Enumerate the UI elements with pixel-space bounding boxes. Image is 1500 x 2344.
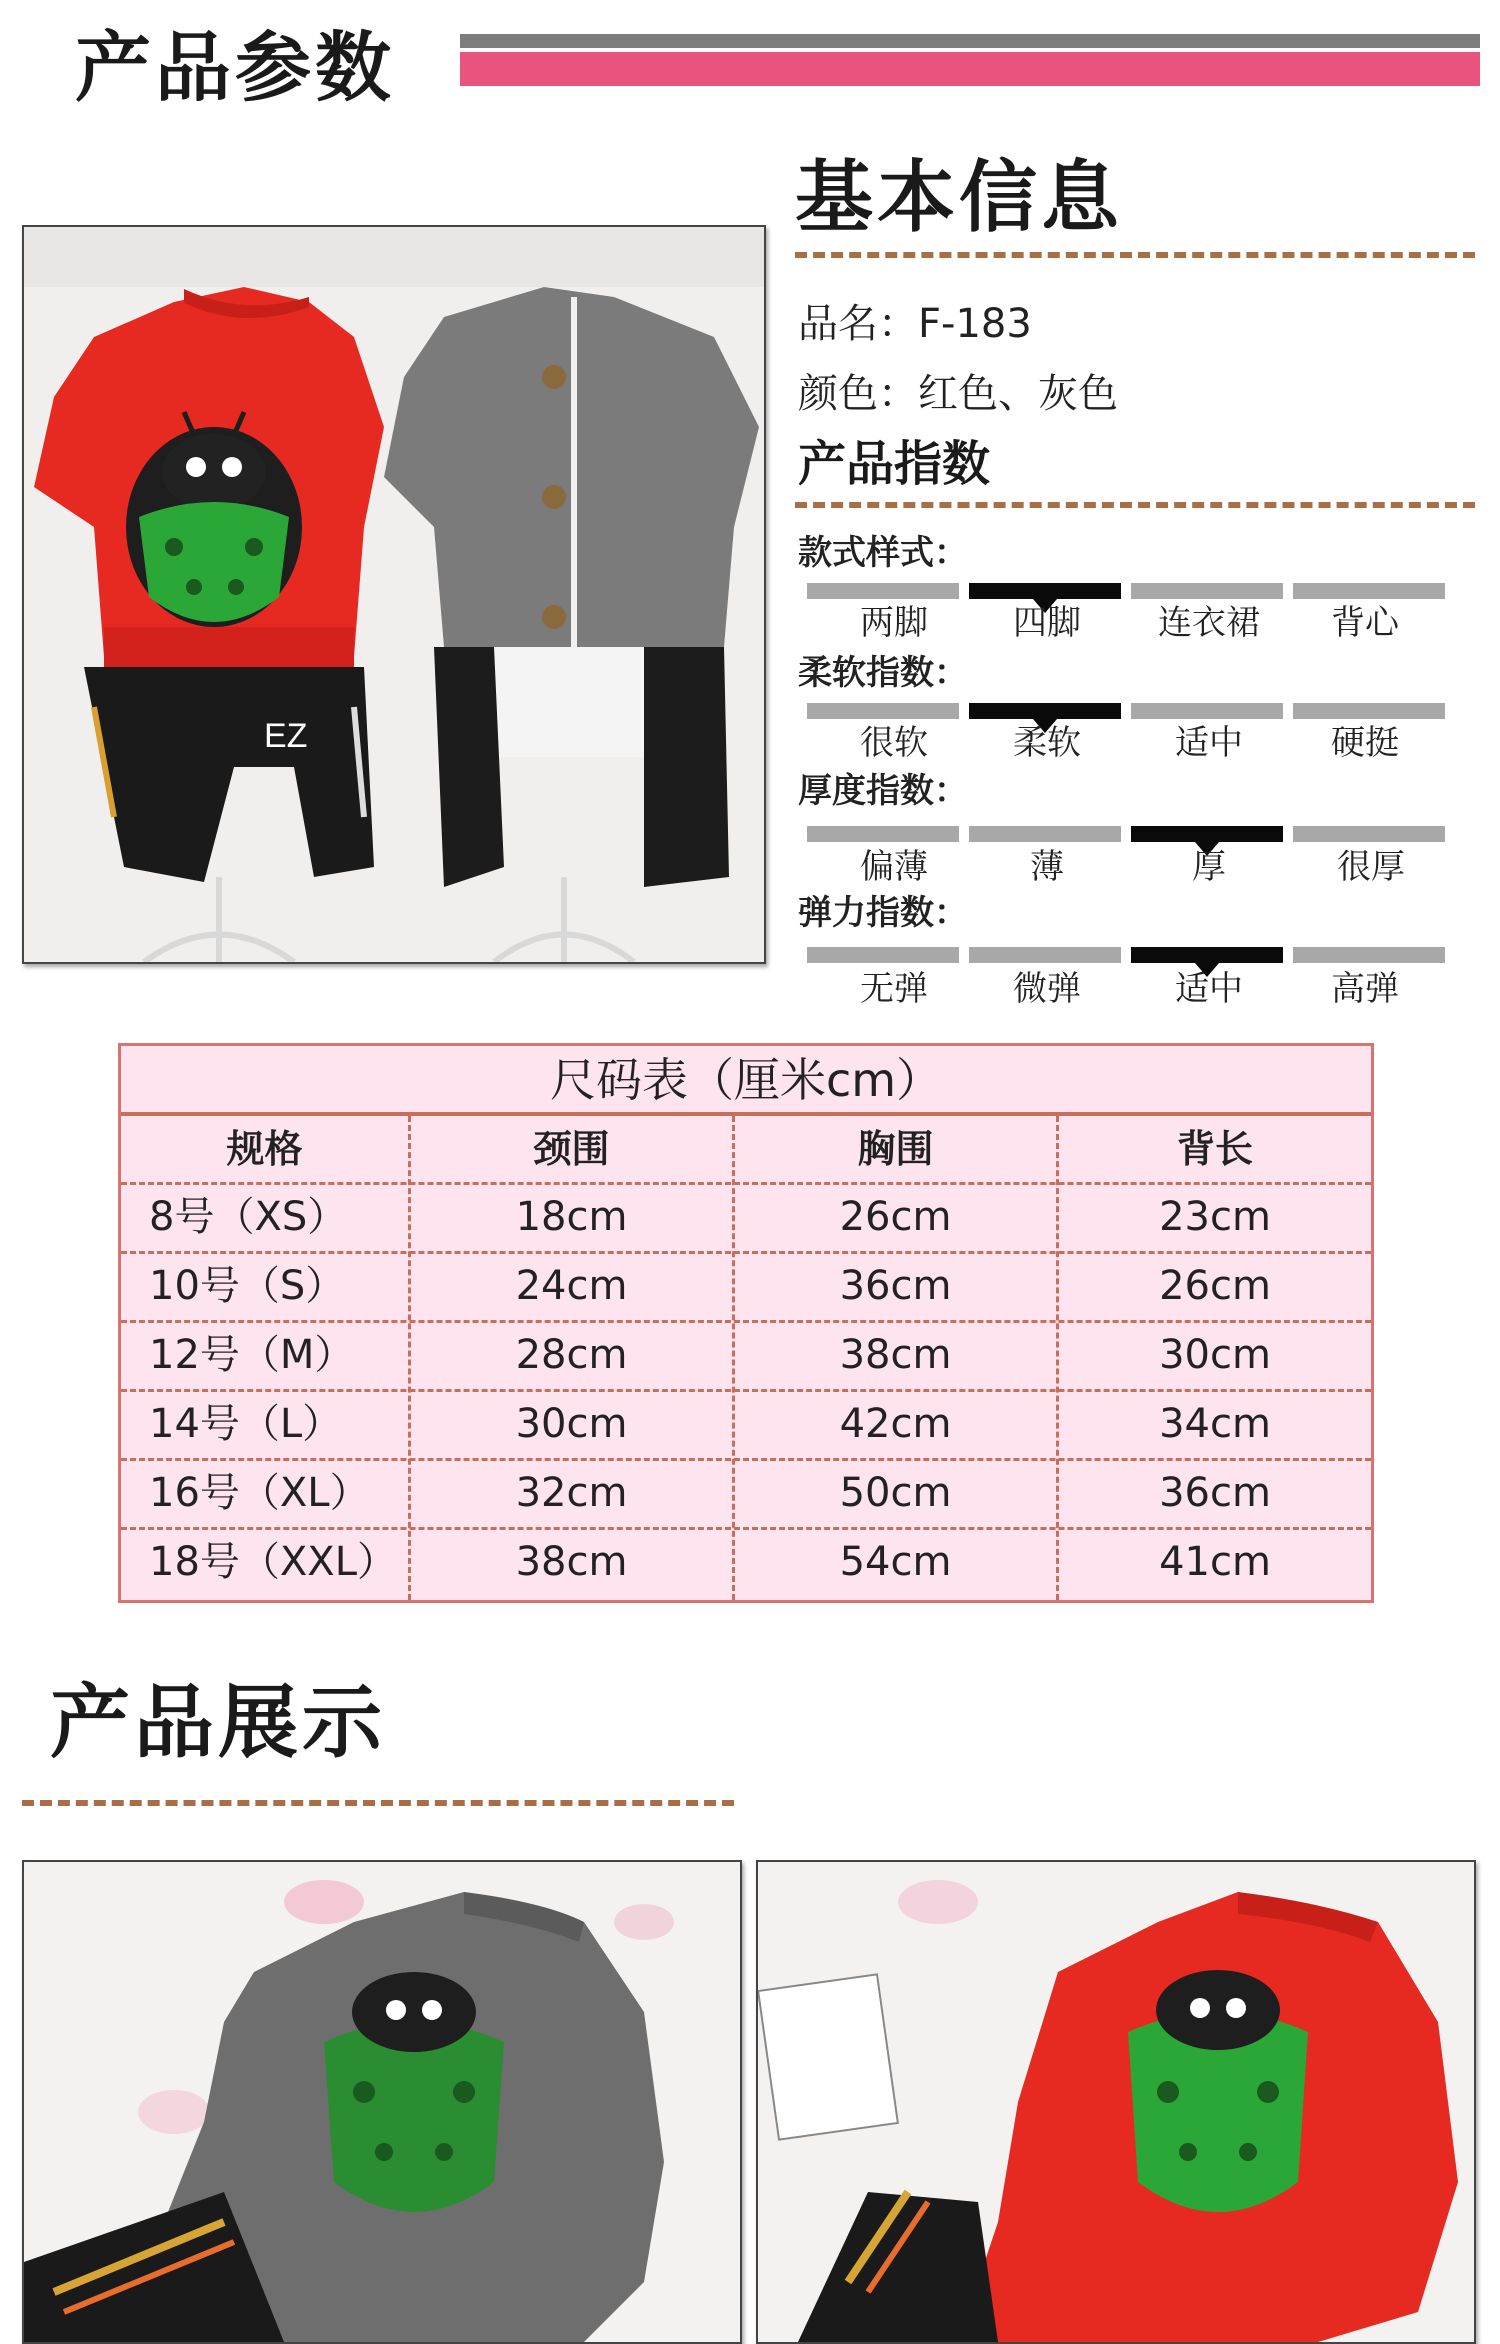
softness-index-label: 柔软指数： [798, 653, 968, 693]
thickness-index-label: 厚度指数： [798, 771, 968, 811]
neck-cell: 24cm [515, 1263, 628, 1309]
elasticity-index-bar-2 [969, 947, 1121, 963]
style-index-bar-2-selected [969, 583, 1121, 599]
size-spec-cell: 14号（L） [149, 1401, 343, 1447]
size-table-header: 胸围 [857, 1127, 934, 1171]
style-option: 背心 [1331, 603, 1399, 643]
product-photo-grey [22, 1860, 742, 2344]
softness-index-bar-2-selected [969, 703, 1121, 719]
style-index-label: 款式样式： [798, 533, 968, 573]
softness-option-selected: 柔软 [1013, 723, 1081, 763]
back-length-cell: 36cm [1159, 1470, 1271, 1516]
style-index-bar-1 [807, 583, 959, 599]
size-spec-cell: 16号（XL） [149, 1470, 370, 1516]
elasticity-option: 无弹 [860, 969, 928, 1009]
chest-cell: 26cm [839, 1194, 952, 1240]
size-table-header: 规格 [226, 1127, 303, 1171]
back-length-cell: 23cm [1159, 1194, 1271, 1240]
chest-cell: 42cm [839, 1401, 952, 1447]
size-table [118, 1043, 1374, 1603]
elasticity-index-bar-3-selected [1131, 947, 1283, 963]
thickness-index-bar-1 [807, 826, 959, 842]
page-title: 产品参数 [75, 23, 395, 112]
softness-option: 硬挺 [1331, 723, 1399, 763]
softness-index-bar-3 [1131, 703, 1283, 719]
neck-cell: 18cm [515, 1194, 628, 1240]
size-spec-cell: 8号（XS） [149, 1194, 348, 1240]
style-option: 连衣裙 [1158, 603, 1260, 643]
header-pink-stripe [460, 52, 1480, 86]
size-table-header: 背长 [1176, 1127, 1253, 1171]
header-grey-stripe [460, 34, 1480, 48]
product-display-title: 产品展示 [50, 1676, 386, 1769]
chest-cell: 38cm [839, 1332, 952, 1378]
softness-index-bar-4 [1293, 703, 1445, 719]
elasticity-option: 微弹 [1013, 969, 1081, 1009]
elasticity-index-label: 弹力指数： [798, 893, 968, 933]
style-option: 两脚 [860, 603, 928, 643]
svg-text:EZ: EZ [264, 717, 308, 755]
dashed-divider [795, 252, 1475, 258]
softness-index-bar-1 [807, 703, 959, 719]
product-color: 颜色：红色、灰色 [798, 371, 1118, 417]
thickness-index-bar-2 [969, 826, 1121, 842]
style-index-bar-3 [1131, 583, 1283, 599]
thickness-index-bar-4 [1293, 826, 1445, 842]
back-length-cell: 41cm [1159, 1539, 1271, 1585]
neck-cell: 28cm [515, 1332, 628, 1378]
back-length-cell: 30cm [1159, 1332, 1271, 1378]
grey-sweater-illustration [24, 1862, 740, 2342]
product-name: 品名：F-183 [798, 301, 1032, 347]
chest-cell: 36cm [839, 1263, 952, 1309]
product-main-photo [22, 225, 766, 964]
softness-option: 很软 [860, 723, 928, 763]
size-spec-cell: 18号（XXL） [149, 1539, 397, 1585]
thickness-option: 薄 [1030, 847, 1064, 887]
dashed-divider [22, 1800, 734, 1806]
size-spec-cell: 12号（M） [149, 1332, 355, 1378]
back-length-cell: 34cm [1159, 1401, 1271, 1447]
neck-cell: 38cm [515, 1539, 628, 1585]
thickness-index-bar-3-selected [1131, 826, 1283, 842]
product-index-title: 产品指数 [798, 436, 991, 492]
style-option-selected: 四脚 [1013, 603, 1081, 643]
softness-option: 适中 [1175, 723, 1243, 763]
neck-cell: 32cm [515, 1470, 628, 1516]
style-index-bar-4 [1293, 583, 1445, 599]
elasticity-option: 高弹 [1331, 969, 1399, 1009]
thickness-option: 偏薄 [860, 847, 928, 887]
dashed-divider [795, 502, 1475, 508]
elasticity-option-selected: 适中 [1175, 969, 1243, 1009]
size-table-header: 颈围 [533, 1127, 610, 1171]
basic-info-title: 基本信息 [795, 153, 1124, 243]
product-photo-red [756, 1860, 1476, 2344]
elasticity-index-bar-4 [1293, 947, 1445, 963]
neck-cell: 30cm [515, 1401, 628, 1447]
thickness-option: 很厚 [1337, 847, 1405, 887]
red-sweater-illustration [758, 1862, 1474, 2342]
size-spec-cell: 10号（S） [149, 1263, 346, 1309]
back-length-cell: 26cm [1159, 1263, 1271, 1309]
elasticity-index-bar-1 [807, 947, 959, 963]
chest-cell: 50cm [839, 1470, 952, 1516]
chest-cell: 54cm [839, 1539, 952, 1585]
product-photo-illustration [24, 227, 764, 962]
thickness-option-selected: 厚 [1192, 847, 1226, 887]
size-table-title: 尺码表（厘米cm） [549, 1053, 943, 1107]
